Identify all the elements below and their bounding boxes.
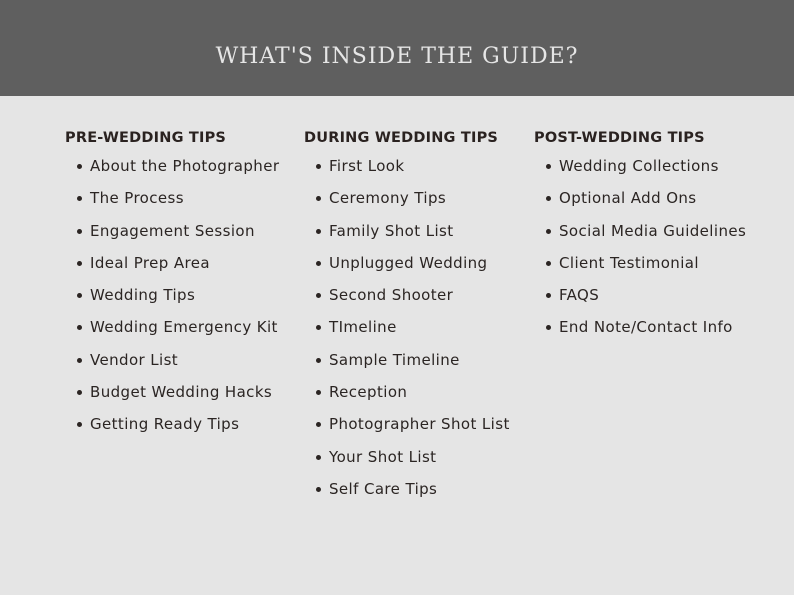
list-item: First Look	[314, 150, 524, 182]
list-item: Client Testimonial	[544, 247, 774, 279]
list-item: About the Photographer	[75, 150, 285, 182]
list-item: Wedding Emergency Kit	[75, 311, 285, 343]
pre-wedding-heading: PRE-WEDDING TIPS	[65, 130, 227, 146]
during-wedding-column	[304, 128, 524, 505]
list-item: Reception	[314, 376, 524, 408]
list-item: Getting Ready Tips	[75, 408, 285, 440]
post-wedding-column	[534, 128, 774, 344]
list-item: Sample Timeline	[314, 344, 524, 376]
list-item: Vendor List	[75, 344, 285, 376]
list-item: Social Media Guidelines	[544, 215, 774, 247]
page-title: WHAT'S INSIDE THE GUIDE?	[215, 44, 579, 69]
list-item: Wedding Collections	[544, 150, 774, 182]
pre-wedding-column	[65, 128, 285, 441]
list-item: Optional Add Ons	[544, 182, 774, 214]
pre-wedding-list	[65, 150, 285, 441]
list-item: Ceremony Tips	[314, 182, 524, 214]
post-wedding-heading: POST-WEDDING TIPS	[534, 130, 705, 146]
post-wedding-list	[534, 150, 774, 344]
list-item: Your Shot List	[314, 441, 524, 473]
list-item: Family Shot List	[314, 215, 524, 247]
list-item: Budget Wedding Hacks	[75, 376, 285, 408]
header-banner	[0, 0, 794, 96]
list-item: The Process	[75, 182, 285, 214]
list-item: Self Care Tips	[314, 473, 524, 505]
list-item: Photographer Shot List	[314, 408, 524, 440]
list-item: Wedding Tips	[75, 279, 285, 311]
list-item: FAQS	[544, 279, 774, 311]
during-wedding-list	[304, 150, 524, 505]
list-item: Unplugged Wedding	[314, 247, 524, 279]
list-item: End Note/Contact Info	[544, 311, 774, 343]
list-item: TImeline	[314, 311, 524, 343]
list-item: Engagement Session	[75, 215, 285, 247]
list-item: Second Shooter	[314, 279, 524, 311]
list-item: Ideal Prep Area	[75, 247, 285, 279]
during-wedding-heading: DURING WEDDING TIPS	[304, 130, 499, 146]
